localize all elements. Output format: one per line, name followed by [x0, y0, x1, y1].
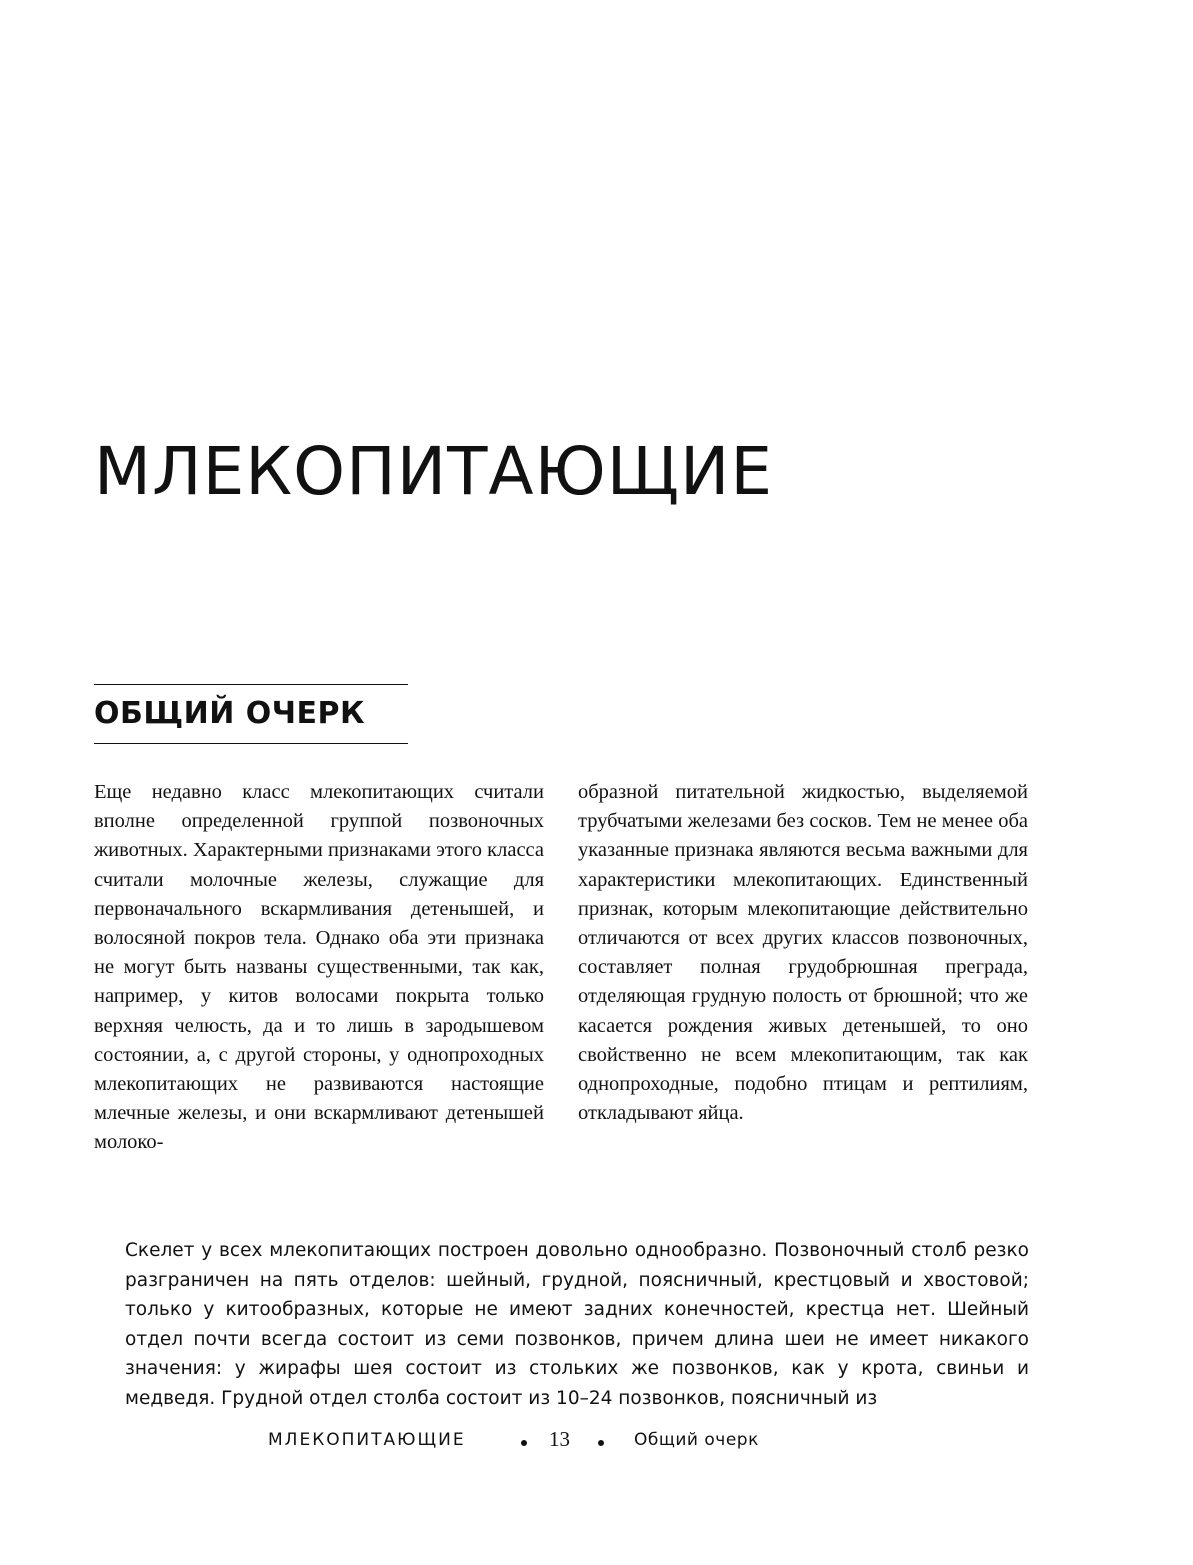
skeleton-paragraph: Скелет у всех млекопитающих построен довольно однообразно. Позвоночный столб резко разграничен на пять отделов: шейный, грудной, поясничный, крестцовый и хвостовой; только у китообразных, которые не имеют задних конечностей, крестца нет. Шейный отдел почти всегда состоит из семи позвонков, причем длина шеи не имеет никакого значения: у жирафы шея состоит из стольких же позвонков, как у крота, свиньи и медведя. Грудной отдел столба состоит из 10–24 позвонков, поясничный из [125, 1240, 1029, 1409]
footer-section-title: Общий очерк [634, 1430, 759, 1450]
footer-chapter-title: МЛЕКОПИТАЮЩИЕ [268, 1430, 466, 1450]
running-footer [0, 1427, 1193, 1470]
bullet-separator-icon [598, 1440, 604, 1446]
bullet-separator-icon [521, 1440, 527, 1446]
chapter-title: МЛЕКОПИТАЮЩИЕ [94, 433, 774, 510]
body-column-right: образной питательной жидкостью, выделяемой трубчатыми железами без сосков. Тем не менее оба указанные признака являются весьма важными для характеристики млекопитающих. Единственный признак, которым млекопитающие действительно отличаются от всех других классов позвоночных, составляет полная грудобрюшная преграда, отделяющая грудную полость от брюшной; что же касается рождения живых детенышей, то оно свойственно не всем млекопитающим, так как однопроходные, подобно птицам и рептилиям, откладывают яйца. [578, 781, 1028, 1125]
section-heading: ОБЩИЙ ОЧЕРК [94, 684, 408, 744]
page-number: 13 [549, 1427, 570, 1451]
body-column-left: Еще недавно класс млекопитающих считали вполне определенной группой позвоночных животных. Характерными признаками этого класса считали молочные железы, служащие для первоначального вскармливания детенышей, и волосяной покров тела. Однако оба эти признака не могут быть названы существенными, так как, например, у китов волосами покрыта только верхняя челюсть, да и то лишь в зародышевом состоянии, а, с другой стороны, у однопроходных млекопитающих не развиваются настоящие млечные железы, и они вскармливают детенышей молоко- [94, 781, 544, 1154]
